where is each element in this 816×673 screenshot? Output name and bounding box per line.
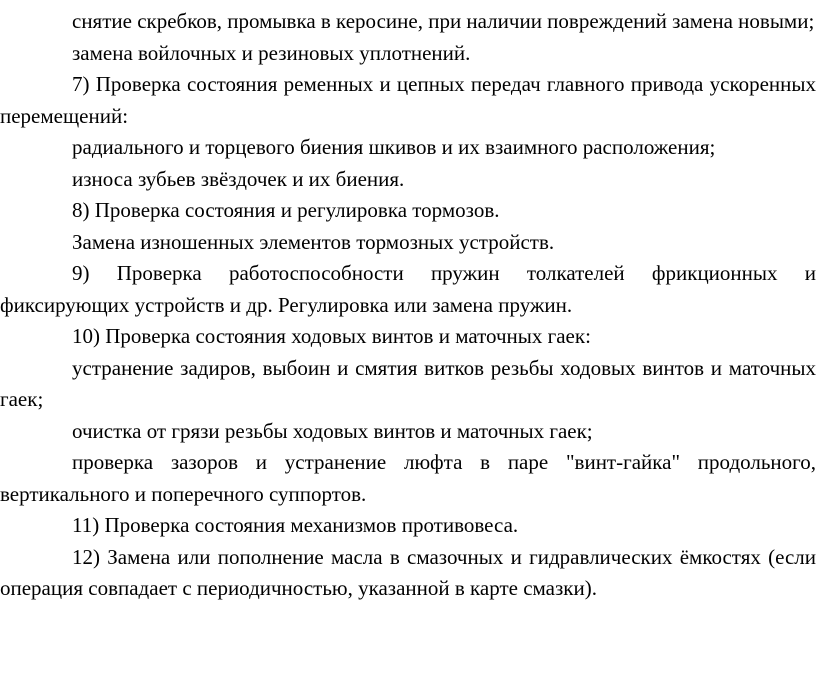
paragraph-backlash-check: проверка зазоров и устранение люфта в паре "винт-гайка" продольного, вертикального и поперечного суппортов. <box>0 450 816 506</box>
paragraph-brake-replacement: Замена изношенных элементов тормозных устройств. <box>72 229 555 254</box>
paragraph-pulley-runout: радиального и торцевого биения шкивов и их взаимного расположения; <box>72 135 716 159</box>
paragraph-item-10: 10) Проверка состояния ходовых винтов и маточных гаек: <box>72 324 591 348</box>
paragraph-item-12: 12) Замена или пополнение масла в смазочных и гидравлических ёмкостях (если операция совпадает с периодичностью, указанной в карте смазки). <box>0 544 816 600</box>
paragraph-item-8: 8) Проверка состояния и регулировка тормозов. <box>72 198 500 222</box>
paragraph-thread-cleaning: очистка от грязи резьбы ходовых винтов и маточных гаек; <box>72 418 593 443</box>
paragraph-thread-repair: устранение задиров, выбоин и смятия витков резьбы ходовых винтов и маточных гаек; <box>0 355 816 411</box>
paragraph-item-7: 7) Проверка состояния ременных и цепных передач главного привода ускоренных перемещений: <box>0 72 816 128</box>
paragraph-item-9: 9) Проверка работоспособности пружин толкателей фрикционных и фиксирующих устройств и др. Регулировка или замена пружин. <box>0 261 816 317</box>
paragraph-sprocket-wear: износа зубьев звёздочек и их биения. <box>72 166 405 191</box>
paragraph-item-11: 11) Проверка состояния механизмов противовеса. <box>72 513 519 537</box>
paragraph-scraper-removal: снятие скребков, промывка в керосине, при наличии повреждений замена новыми; <box>72 9 815 33</box>
paragraph-seal-replacement: замена войлочных и резиновых уплотнений. <box>72 40 471 65</box>
